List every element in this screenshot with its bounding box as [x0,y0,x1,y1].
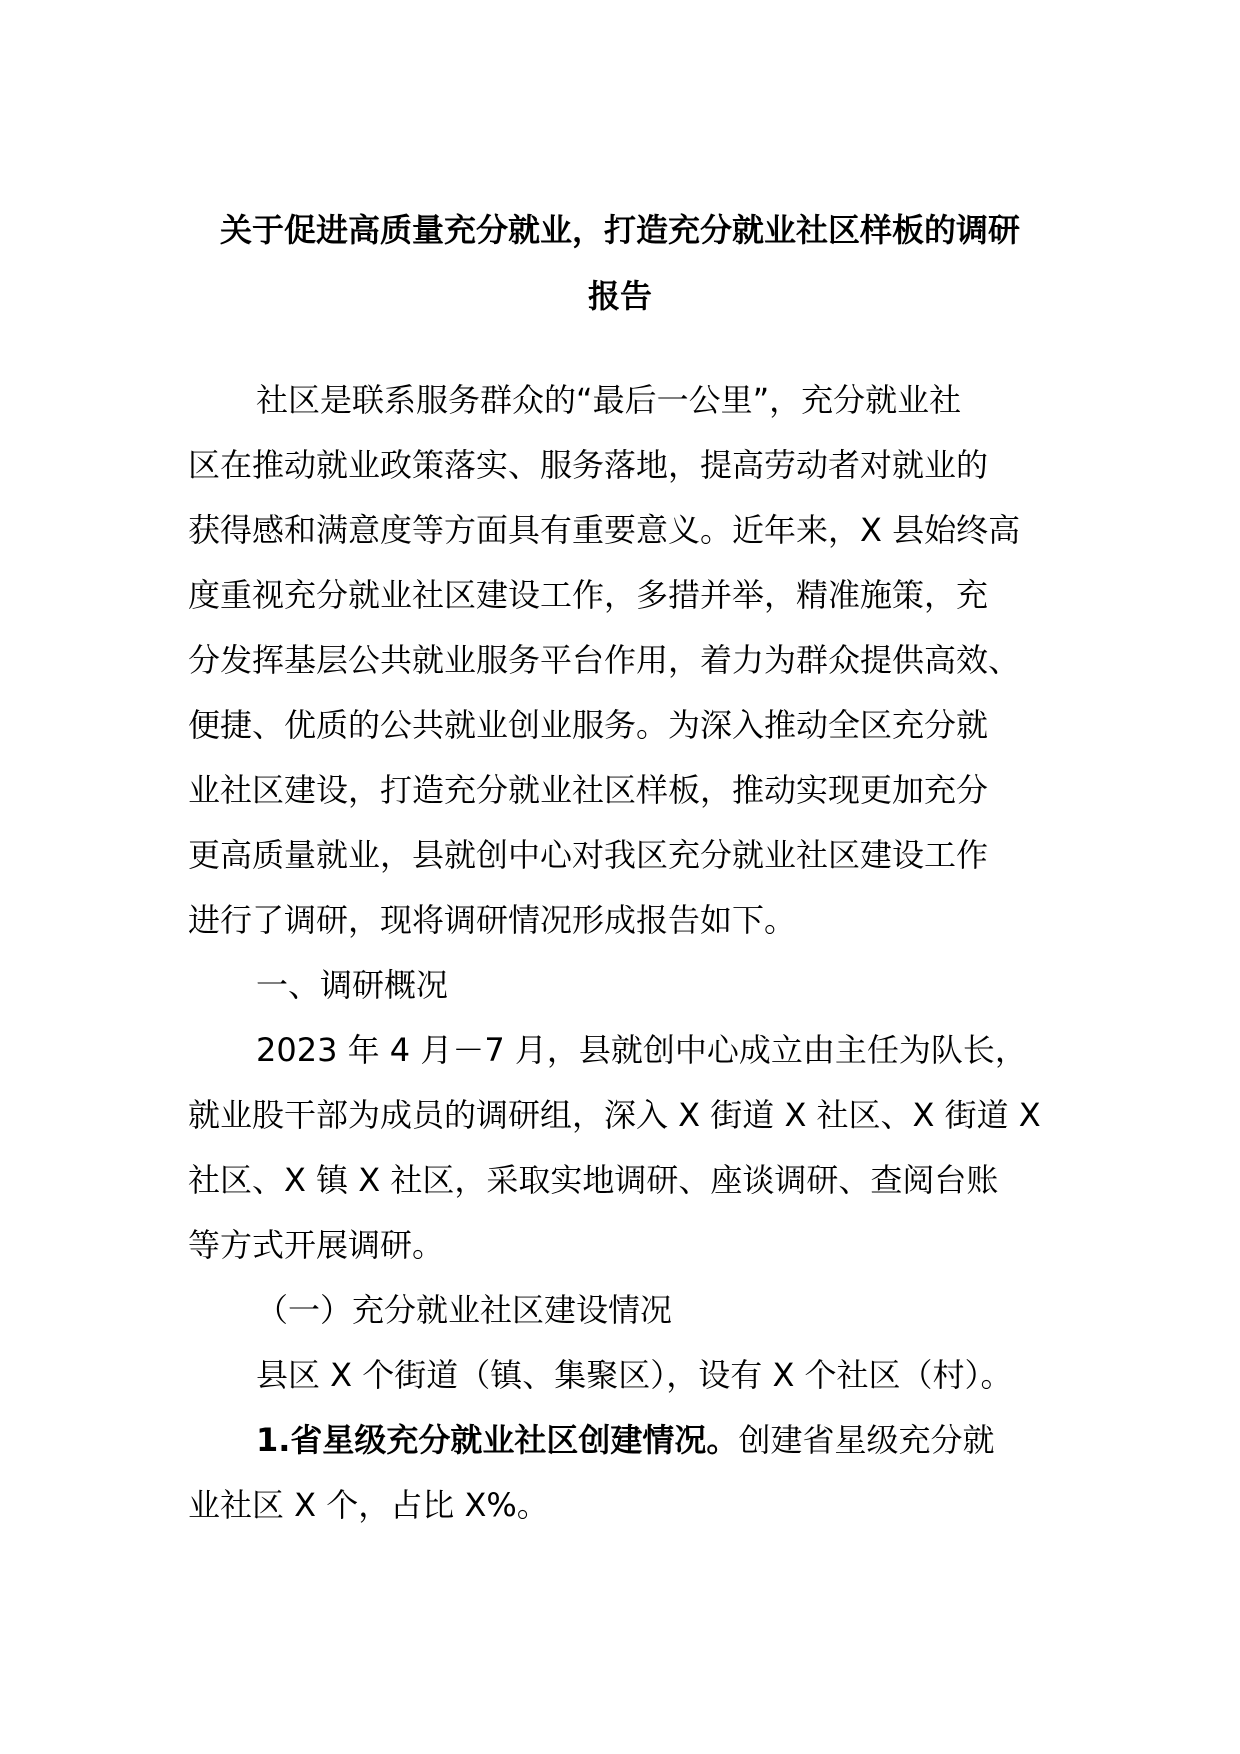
document-body [188,368,1068,1538]
paragraph-1-line-4: 度重视充分就业社区建设工作，多措并举，精准施策，充 [188,576,989,614]
item-1-text: 创建省星级充分就 [738,1421,995,1459]
paragraph-1-line-2: 区在推动就业政策落实、服务落地，提高劳动者对就业的 [188,446,989,484]
item-1-line-2: 业社区 X 个，占比 X%。 [188,1486,549,1524]
paragraph-3: 县区 X 个街道（镇、集聚区），设有 X 个社区（村）。 [256,1356,1013,1394]
paragraph-2-line-4: 等方式开展调研。 [188,1226,445,1264]
item-1-line-1 [188,1408,1068,1473]
paragraph-1-line-9: 进行了调研，现将调研情况形成报告如下。 [188,901,797,939]
item-1-bold-lead: 1.省星级充分就业社区创建情况。 [256,1421,739,1459]
subsection-heading-1: （一）充分就业社区建设情况 [256,1291,673,1329]
paragraph-1-line-5: 分发挥基层公共就业服务平台作用，着力为群众提供高效、 [188,641,1021,679]
paragraph-2-line-3: 社区、X 镇 X 社区，采取实地调研、座谈调研、查阅台账 [188,1161,999,1199]
paragraph-1-line-8: 更高质量就业，县就创中心对我区充分就业社区建设工作 [188,836,989,874]
paragraph-1-line-6: 便捷、优质的公共就业创业服务。为深入推动全区充分就 [188,706,989,744]
paragraph-1-line-7: 业社区建设，打造充分就业社区样板，推动实现更加充分 [188,771,989,809]
paragraph-1-line-1: 社区是联系服务群众的“最后一公里”，充分就业社 [256,381,962,419]
paragraph-2-line-1: 2023 年 4 月－7 月，县就创中心成立由主任为队长， [256,1031,1027,1069]
paragraph-2-line-2: 就业股干部为成员的调研组，深入 X 街道 X 社区、X 街道 X [188,1096,1041,1134]
document-title-line-1: 关于促进高质量充分就业，打造充分就业社区样板的调研 [219,211,1020,249]
section-heading-1: 一、调研概况 [256,966,449,1004]
document-title-line-2: 报告 [587,277,652,315]
paragraph-1-line-3: 获得感和满意度等方面具有重要意义。近年来，X 县始终高 [188,511,1021,549]
